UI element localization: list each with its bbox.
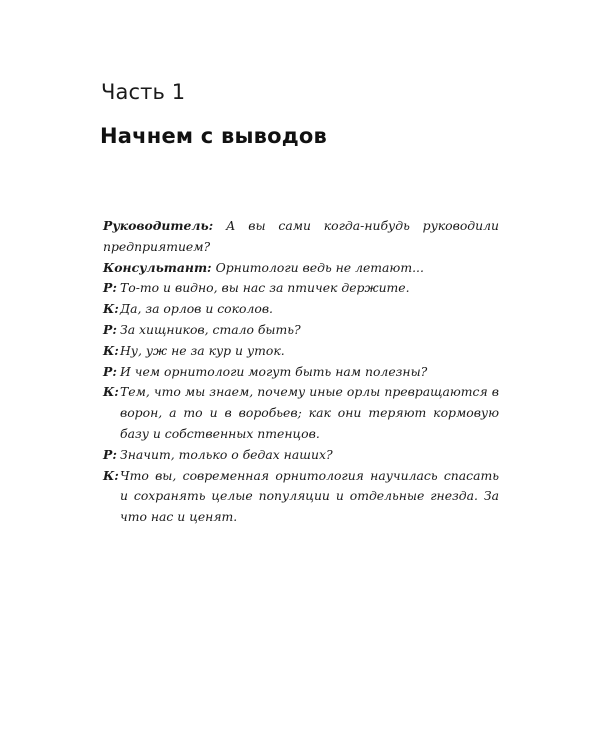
speech-text: Что вы, современная орнитология научилась спасать и сохранять целые популяции и отдельные гнезда. За что нас и ценят. bbox=[120, 467, 499, 525]
speaker-name: Р: bbox=[103, 321, 117, 337]
speech-text: Тем, что мы знаем, почему иные орлы превращаются в ворон, а то и в воробьев; как они теряют кормовую базу и собственных птенцов. bbox=[120, 384, 499, 441]
speaker-name: К: bbox=[103, 384, 119, 400]
dialogue-line bbox=[103, 258, 499, 279]
part-label: Часть 1 bbox=[101, 80, 186, 104]
speaker-name: Консультант: bbox=[103, 259, 212, 275]
speech-text: Да, за орлов и соколов. bbox=[120, 301, 273, 317]
speaker-name: Р: bbox=[103, 363, 117, 379]
speech-text: И чем орнитологи могут быть нам полезны? bbox=[120, 363, 428, 379]
speech-text: Значит, только о бедах наших? bbox=[120, 446, 333, 462]
dialogue bbox=[103, 216, 499, 528]
dialogue-line bbox=[103, 278, 499, 299]
speaker-name: К: bbox=[103, 342, 119, 358]
speech-text: А вы сами когда-нибудь руководили предприятием? bbox=[103, 218, 499, 254]
dialogue-line bbox=[103, 299, 499, 320]
speaker-name: Р: bbox=[103, 446, 117, 462]
speech-text: То-то и видно, вы нас за птичек держите. bbox=[120, 280, 410, 296]
dialogue-line bbox=[103, 382, 499, 444]
speech-text: За хищников, стало быть? bbox=[120, 321, 301, 337]
speaker-name: Руководитель: bbox=[103, 218, 214, 233]
dialogue-line bbox=[103, 341, 499, 362]
dialogue-line bbox=[103, 320, 499, 341]
chapter-title: Начнем с выводов bbox=[100, 124, 328, 148]
dialogue-line bbox=[103, 466, 499, 528]
speaker-name: Р: bbox=[103, 280, 117, 296]
dialogue-line bbox=[103, 445, 499, 466]
speaker-name: К: bbox=[103, 301, 119, 317]
dialogue-line bbox=[103, 362, 499, 383]
dialogue-line bbox=[103, 216, 499, 258]
speech-text: Орнитологи ведь не летают... bbox=[215, 259, 424, 275]
speaker-name: К: bbox=[103, 467, 119, 483]
speech-text: Ну, уж не за кур и уток. bbox=[120, 342, 285, 358]
